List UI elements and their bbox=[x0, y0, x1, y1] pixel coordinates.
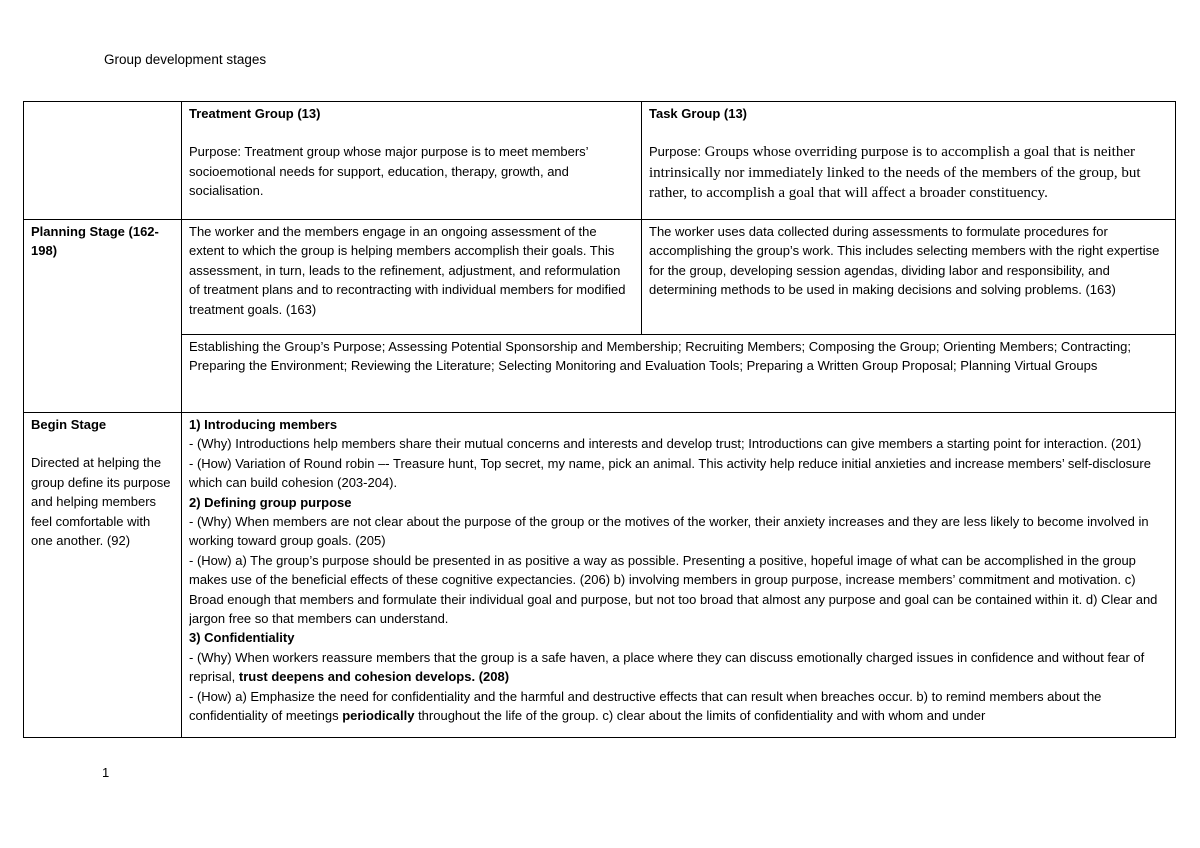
planning-steps-cell bbox=[182, 335, 1176, 413]
planning-treatment-cell bbox=[182, 220, 642, 335]
begin-stage-label: Begin Stage bbox=[31, 417, 107, 432]
section-introducing-members-heading: 1) Introducing members bbox=[189, 417, 338, 432]
begin-stage-description: Directed at helping the group define its purpose and helping members feel comfortable with one another. (92) bbox=[31, 455, 171, 549]
begin-row bbox=[24, 413, 1176, 738]
treatment-group-header-cell bbox=[182, 102, 642, 220]
planning-stage-label: Planning Stage (162-198) bbox=[31, 224, 159, 259]
task-group-header-cell bbox=[642, 102, 1176, 220]
planning-row bbox=[24, 220, 1176, 335]
confidentiality-how: - (How) a) Emphasize the need for confidentiality and the harmful and destructive effects that can result when breaches occur. b) to remind members about the confidentiality of meetings periodically throughout the life of the group. c) clear about the limits of confidentiality and with whom and under bbox=[189, 688, 1102, 724]
treatment-group-purpose: Purpose: Treatment group whose major purpose is to meet members’ socioemotional needs for support, education, therapy, growth, and socialisation. bbox=[189, 144, 589, 199]
planning-treatment-text: The worker and the members engage in an ongoing assessment of the extent to which the group is helping members accomplish their goals. This assessment, in turn, leads to the refinement, adjustment, and reformulation of treatment plans and to recontracting with individual members for modified treatment goals. (163) bbox=[189, 224, 626, 317]
treatment-group-title: Treatment Group (13) bbox=[189, 106, 321, 121]
page-number: 1 bbox=[102, 765, 110, 780]
planning-stage-label-cell bbox=[24, 220, 182, 413]
document-title: Group development stages bbox=[104, 52, 267, 67]
defining-purpose-how: - (How) a) The group’s purpose should be presented in as positive a way as possible. Presenting a positive, hopeful image of what can be accomplished in the group makes use of the beneficial effects of these cognitive expectancies. (206) b) involving members in group purpose, increase members’ commitment and motivation. c) Broad enough that members and formulate their individual goal and purpose, but not too broad that almost any purpose and goal can be contained within it. d) Clear and jargon free so that members can understand. bbox=[189, 552, 1158, 627]
defining-purpose-why: - (Why) When members are not clear about the purpose of the group or the motives of the worker, their anxiety increases and they are less likely to become involved in working toward group goals. (205) bbox=[189, 514, 1149, 549]
begin-stage-label-cell bbox=[24, 413, 182, 738]
header-row bbox=[24, 102, 1176, 220]
empty-corner-cell bbox=[24, 102, 182, 220]
begin-stage-content-cell bbox=[182, 413, 1176, 738]
confidentiality-why: - (Why) When workers reassure members that the group is a safe haven, a place where they can discuss emotionally charged issues in confidence and without fear of reprisal, trust deepens and cohesion develops. (208) bbox=[189, 649, 1145, 685]
planning-steps-text: Establishing the Group’s Purpose; Assessing Potential Sponsorship and Membership; Recruiting Members; Composing the Group; Orienting Members; Contracting; Preparing the Environment; Reviewing the Literature; Selecting Monitoring and Evaluation Tools; Preparing a Written Group Proposal; Planning Virtual Groups bbox=[189, 339, 1132, 374]
task-group-title: Task Group (13) bbox=[649, 106, 748, 121]
planning-steps-row bbox=[24, 335, 1176, 413]
planning-task-cell bbox=[642, 220, 1176, 335]
task-group-purpose-label: Purpose: bbox=[649, 144, 705, 160]
introducing-members-how: - (How) Variation of Round robin –- Treasure hunt, Top secret, my name, pick an animal. This activity help reduce initial anxieties and increase members’ self-disclosure which can build cohesion (203-204). bbox=[189, 455, 1151, 491]
section-defining-purpose-heading: 2) Defining group purpose bbox=[189, 494, 352, 510]
stages-table bbox=[23, 101, 1176, 738]
introducing-members-why: - (Why) Introductions help members share their mutual concerns and interests and develop trust; Introductions can give members a starting point for interaction. (201) bbox=[189, 436, 1142, 452]
planning-task-text: The worker uses data collected during assessments to formulate procedures for accomplishing the group’s work. This includes selecting members with the right expertise for the group, developing session agendas, dividing labor and responsibility, and determining methods to be used in making decisions and solving problems. (163) bbox=[649, 224, 1160, 298]
task-group-purpose-text: Groups whose overriding purpose is to accomplish a goal that is neither intrinsically nor immediately linked to the needs of the members of the group, but rather, to accomplish a goal that will affect a broader constituency. bbox=[649, 144, 1141, 202]
section-confidentiality-heading: 3) Confidentiality bbox=[189, 630, 295, 646]
